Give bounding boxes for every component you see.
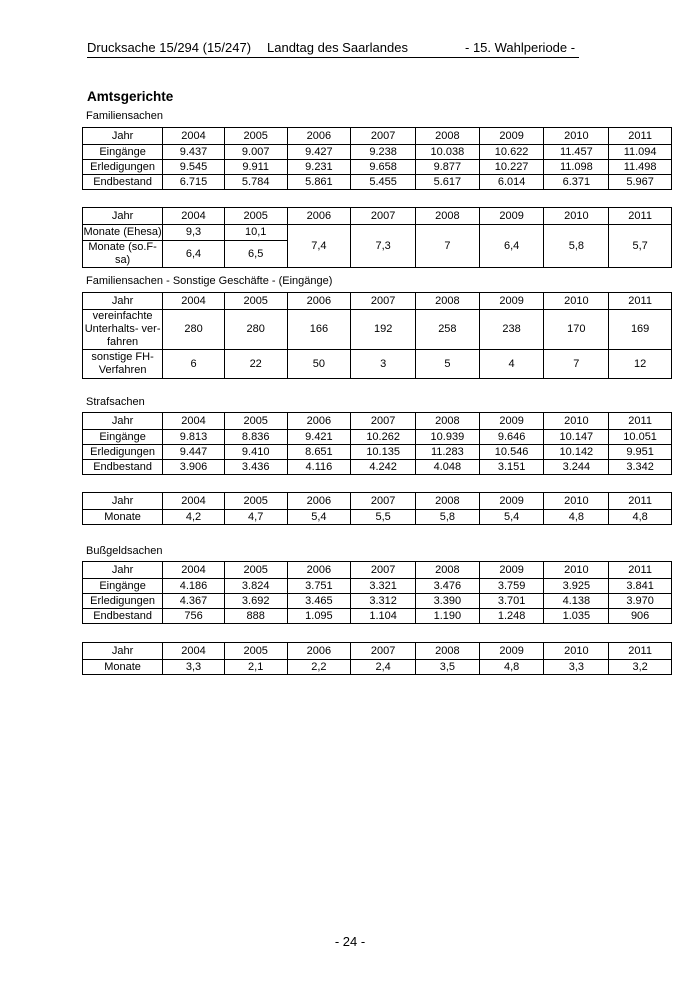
- table-cell: 10.622: [479, 145, 544, 160]
- column-header-year: 2006: [287, 643, 351, 660]
- row-label-line: vereinfachte: [92, 310, 153, 322]
- row-label: Endbestand: [83, 175, 163, 190]
- column-header-year: 2010: [544, 413, 609, 430]
- table-cell: 9.410: [224, 445, 287, 460]
- column-header-year: 2005: [224, 208, 287, 225]
- table-cell: 1.035: [544, 609, 609, 624]
- table-cell: 1.248: [479, 609, 544, 624]
- column-header-year: 2009: [479, 208, 544, 225]
- column-header-year: 2010: [544, 562, 609, 579]
- strafsachen-label: Strafsachen: [86, 396, 145, 408]
- table-cell: 5.784: [224, 175, 287, 190]
- column-header-jahr: Jahr: [83, 128, 163, 145]
- column-header-year: 2009: [479, 413, 544, 430]
- table-cell: 11.498: [609, 160, 672, 175]
- table-row: [83, 145, 672, 160]
- table-row: [83, 510, 672, 525]
- table-cell: 10,1: [224, 225, 287, 241]
- table-cell: 6.371: [544, 175, 609, 190]
- column-header-year: 2011: [609, 128, 672, 145]
- table-cell: 10.939: [416, 430, 480, 445]
- table-cell: 3.436: [224, 460, 287, 475]
- table-cell: 1.104: [351, 609, 416, 624]
- table-row: [83, 310, 672, 350]
- table-cell: 10.135: [351, 445, 416, 460]
- table-cell: 5: [416, 350, 480, 379]
- column-header-year: 2004: [163, 208, 225, 225]
- column-header-year: 2007: [351, 562, 416, 579]
- table-cell: 10.227: [479, 160, 544, 175]
- table-cell: 6: [163, 350, 225, 379]
- table-cell: 280: [224, 310, 287, 350]
- column-header-year: 2011: [609, 293, 672, 310]
- sonstige-table: [82, 292, 672, 379]
- table-cell: 4,2: [163, 510, 225, 525]
- column-header-year: 2005: [224, 413, 287, 430]
- bussgeldsachen-monate-table: [82, 642, 672, 675]
- table-row: [83, 175, 672, 190]
- table-cell: 2,2: [287, 660, 351, 675]
- table-cell: 10.142: [544, 445, 609, 460]
- column-header-year: 2007: [351, 208, 416, 225]
- column-header-year: 2009: [479, 128, 544, 145]
- table-cell: 6,4: [163, 241, 225, 268]
- bussgeldsachen-label: Bußgeldsachen: [86, 545, 163, 557]
- section-title: Amtsgerichte: [87, 89, 174, 104]
- column-header-year: 2007: [351, 643, 416, 660]
- table-cell: 11.283: [416, 445, 480, 460]
- table-cell: 3.476: [416, 579, 480, 594]
- table-cell: 8.836: [224, 430, 287, 445]
- table-cell: 3.925: [544, 579, 609, 594]
- table-cell: 9.877: [416, 160, 480, 175]
- table-cell: 9.007: [224, 145, 287, 160]
- table-cell: 9,3: [163, 225, 225, 241]
- column-header-year: 2006: [287, 128, 351, 145]
- table-cell: 3,3: [163, 660, 225, 675]
- landtag-name: Landtag des Saarlandes: [267, 40, 408, 55]
- table-cell: 258: [416, 310, 480, 350]
- column-header-jahr: Jahr: [83, 643, 163, 660]
- table-cell: 3,2: [609, 660, 672, 675]
- column-header-year: 2010: [544, 128, 609, 145]
- table-cell: 11.457: [544, 145, 609, 160]
- table-cell: 3.701: [479, 594, 544, 609]
- row-label: Monate (Ehesa): [83, 225, 163, 241]
- table-cell: 3,3: [544, 660, 609, 675]
- row-label: Erledigungen: [83, 160, 163, 175]
- column-header-year: 2005: [224, 643, 287, 660]
- table-cell: 1.190: [416, 609, 480, 624]
- table-row: [83, 460, 672, 475]
- column-header-year: 2011: [609, 493, 672, 510]
- table-cell: 3.465: [287, 594, 351, 609]
- table-cell: 7: [544, 350, 609, 379]
- table-cell: 3.970: [609, 594, 672, 609]
- table-cell: 5.967: [609, 175, 672, 190]
- table-cell: 170: [544, 310, 609, 350]
- table-cell: 3,5: [416, 660, 480, 675]
- table-cell: 11.098: [544, 160, 609, 175]
- table-cell: 9.658: [351, 160, 416, 175]
- table-cell: 6.014: [479, 175, 544, 190]
- column-header-year: 2007: [351, 293, 416, 310]
- column-header-year: 2008: [416, 128, 480, 145]
- table-cell: 4.186: [163, 579, 225, 594]
- table-row: [83, 660, 672, 675]
- table-cell: 2,4: [351, 660, 416, 675]
- row-label: Eingänge: [83, 430, 163, 445]
- table-cell: 4.048: [416, 460, 480, 475]
- table-cell: 7,4: [287, 225, 351, 268]
- table-cell: 10.051: [609, 430, 672, 445]
- table-cell: 3.692: [224, 594, 287, 609]
- column-header-year: 2006: [287, 562, 351, 579]
- table-cell: 9.911: [224, 160, 287, 175]
- column-header-year: 2009: [479, 493, 544, 510]
- table-cell: 3.151: [479, 460, 544, 475]
- strafsachen-table: [82, 412, 672, 475]
- table-cell: 4.242: [351, 460, 416, 475]
- drucksache-number: Drucksache 15/294 (15/247): [87, 40, 252, 55]
- table-cell: 8.651: [287, 445, 351, 460]
- table-cell: 4,8: [544, 510, 609, 525]
- table-cell: 9.421: [287, 430, 351, 445]
- column-header-year: 2006: [287, 493, 351, 510]
- table-cell: 6,5: [224, 241, 287, 268]
- table-header-row: [83, 643, 672, 660]
- sonstige-label: Familiensachen - Sonstige Geschäfte - (Eingänge): [86, 275, 333, 287]
- table-cell: 4.116: [287, 460, 351, 475]
- row-label: Erledigungen: [83, 445, 163, 460]
- table-row: [83, 594, 672, 609]
- table-cell: 166: [287, 310, 351, 350]
- column-header-year: 2008: [416, 208, 480, 225]
- column-header-year: 2009: [479, 293, 544, 310]
- table-cell: 3.390: [416, 594, 480, 609]
- column-header-year: 2005: [224, 293, 287, 310]
- row-label-line: Unterhalts- ver-: [84, 323, 161, 335]
- page-number: - 24 -: [334, 934, 366, 949]
- table-header-row: [83, 413, 672, 430]
- table-cell: 3.841: [609, 579, 672, 594]
- row-label-line: Verfahren: [98, 364, 147, 376]
- row-label: Endbestand: [83, 609, 163, 624]
- column-header-year: 2009: [479, 562, 544, 579]
- familiensachen-monate-table: [82, 207, 672, 268]
- table-cell: 3.342: [609, 460, 672, 475]
- column-header-jahr: Jahr: [83, 493, 163, 510]
- row-label: Monate (so.F-sa): [83, 241, 163, 268]
- table-cell: 9.813: [163, 430, 225, 445]
- column-header-year: 2008: [416, 562, 480, 579]
- table-cell: 10.038: [416, 145, 480, 160]
- table-cell: 9.231: [287, 160, 351, 175]
- column-header-year: 2004: [163, 128, 225, 145]
- table-cell: 3.906: [163, 460, 225, 475]
- row-label-line: fahren: [106, 336, 139, 348]
- table-cell: 5,4: [479, 510, 544, 525]
- column-header-year: 2010: [544, 643, 609, 660]
- column-header-year: 2004: [163, 562, 225, 579]
- table-cell: 50: [287, 350, 351, 379]
- table-cell: 9.545: [163, 160, 225, 175]
- row-label: Endbestand: [83, 460, 163, 475]
- table-cell: 1.095: [287, 609, 351, 624]
- column-header-year: 2006: [287, 293, 351, 310]
- table-cell: 906: [609, 609, 672, 624]
- table-row: [83, 225, 672, 241]
- table-row: [83, 430, 672, 445]
- column-header-jahr: Jahr: [83, 413, 163, 430]
- column-header-year: 2010: [544, 293, 609, 310]
- table-cell: 5,4: [287, 510, 351, 525]
- table-cell: 4: [479, 350, 544, 379]
- column-header-year: 2009: [479, 643, 544, 660]
- table-cell: 9.437: [163, 145, 225, 160]
- row-label: Eingänge: [83, 579, 163, 594]
- table-cell: 7: [416, 225, 480, 268]
- table-cell: 10.262: [351, 430, 416, 445]
- table-cell: 3.321: [351, 579, 416, 594]
- table-cell: 756: [163, 609, 225, 624]
- column-header-jahr: Jahr: [83, 208, 163, 225]
- table-cell: 3.824: [224, 579, 287, 594]
- table-cell: 4,7: [224, 510, 287, 525]
- column-header-year: 2007: [351, 493, 416, 510]
- column-header-year: 2008: [416, 493, 480, 510]
- bussgeldsachen-table: [82, 561, 672, 624]
- table-cell: 22: [224, 350, 287, 379]
- table-cell: 5,7: [609, 225, 672, 268]
- familiensachen-label: Familiensachen: [86, 110, 164, 122]
- table-cell: 9.447: [163, 445, 225, 460]
- table-cell: 4,8: [609, 510, 672, 525]
- column-header-year: 2008: [416, 643, 480, 660]
- table-row: [83, 445, 672, 460]
- table-cell: 192: [351, 310, 416, 350]
- table-cell: 9.951: [609, 445, 672, 460]
- table-cell: 2,1: [224, 660, 287, 675]
- row-label: Monate: [83, 660, 163, 675]
- table-header-row: [83, 562, 672, 579]
- column-header-year: 2010: [544, 208, 609, 225]
- table-cell: 280: [163, 310, 225, 350]
- table-cell: 5,8: [544, 225, 609, 268]
- table-cell: 11.094: [609, 145, 672, 160]
- column-header-year: 2005: [224, 128, 287, 145]
- wahlperiode: - 15. Wahlperiode -: [465, 40, 576, 55]
- table-cell: 4.138: [544, 594, 609, 609]
- table-row: [83, 609, 672, 624]
- table-cell: 9.427: [287, 145, 351, 160]
- column-header-year: 2007: [351, 413, 416, 430]
- column-header-year: 2006: [287, 413, 351, 430]
- column-header-year: 2005: [224, 493, 287, 510]
- table-cell: 6.715: [163, 175, 225, 190]
- column-header-year: 2010: [544, 493, 609, 510]
- strafsachen-monate-table: [82, 492, 672, 525]
- table-row: [83, 160, 672, 175]
- column-header-year: 2005: [224, 562, 287, 579]
- column-header-jahr: Jahr: [83, 293, 163, 310]
- table-cell: 3.751: [287, 579, 351, 594]
- table-cell: 5,8: [416, 510, 480, 525]
- table-cell: 3.312: [351, 594, 416, 609]
- table-header-row: [83, 208, 672, 225]
- table-cell: 3.759: [479, 579, 544, 594]
- table-cell: 888: [224, 609, 287, 624]
- table-cell: 7,3: [351, 225, 416, 268]
- table-header-row: [83, 293, 672, 310]
- table-cell: 5,5: [351, 510, 416, 525]
- table-header-row: [83, 493, 672, 510]
- table-cell: 10.546: [479, 445, 544, 460]
- row-label: Monate: [83, 510, 163, 525]
- column-header-year: 2006: [287, 208, 351, 225]
- row-label: [83, 310, 163, 350]
- table-cell: 4.367: [163, 594, 225, 609]
- table-cell: 6,4: [479, 225, 544, 268]
- table-cell: 10.147: [544, 430, 609, 445]
- column-header-year: 2008: [416, 413, 480, 430]
- column-header-jahr: Jahr: [83, 562, 163, 579]
- column-header-year: 2011: [609, 562, 672, 579]
- column-header-year: 2004: [163, 643, 225, 660]
- familiensachen-table: [82, 127, 672, 190]
- column-header-year: 2004: [163, 293, 225, 310]
- table-cell: 12: [609, 350, 672, 379]
- table-row: [83, 350, 672, 379]
- table-cell: 9.238: [351, 145, 416, 160]
- row-label-line: sonstige FH-: [91, 351, 154, 363]
- column-header-year: 2011: [609, 643, 672, 660]
- table-cell: 5.455: [351, 175, 416, 190]
- table-cell: 3.244: [544, 460, 609, 475]
- column-header-year: 2008: [416, 293, 480, 310]
- row-label: Eingänge: [83, 145, 163, 160]
- table-cell: 5.861: [287, 175, 351, 190]
- row-label: [83, 350, 163, 379]
- column-header-year: 2007: [351, 128, 416, 145]
- table-cell: 3: [351, 350, 416, 379]
- table-row: [83, 579, 672, 594]
- column-header-year: 2004: [163, 413, 225, 430]
- document-header: [87, 40, 579, 58]
- table-cell: 4,8: [479, 660, 544, 675]
- row-label: Erledigungen: [83, 594, 163, 609]
- table-header-row: [83, 128, 672, 145]
- column-header-year: 2011: [609, 413, 672, 430]
- table-cell: 238: [479, 310, 544, 350]
- table-cell: 5.617: [416, 175, 480, 190]
- column-header-year: 2011: [609, 208, 672, 225]
- table-cell: 9.646: [479, 430, 544, 445]
- column-header-year: 2004: [163, 493, 225, 510]
- table-cell: 169: [609, 310, 672, 350]
